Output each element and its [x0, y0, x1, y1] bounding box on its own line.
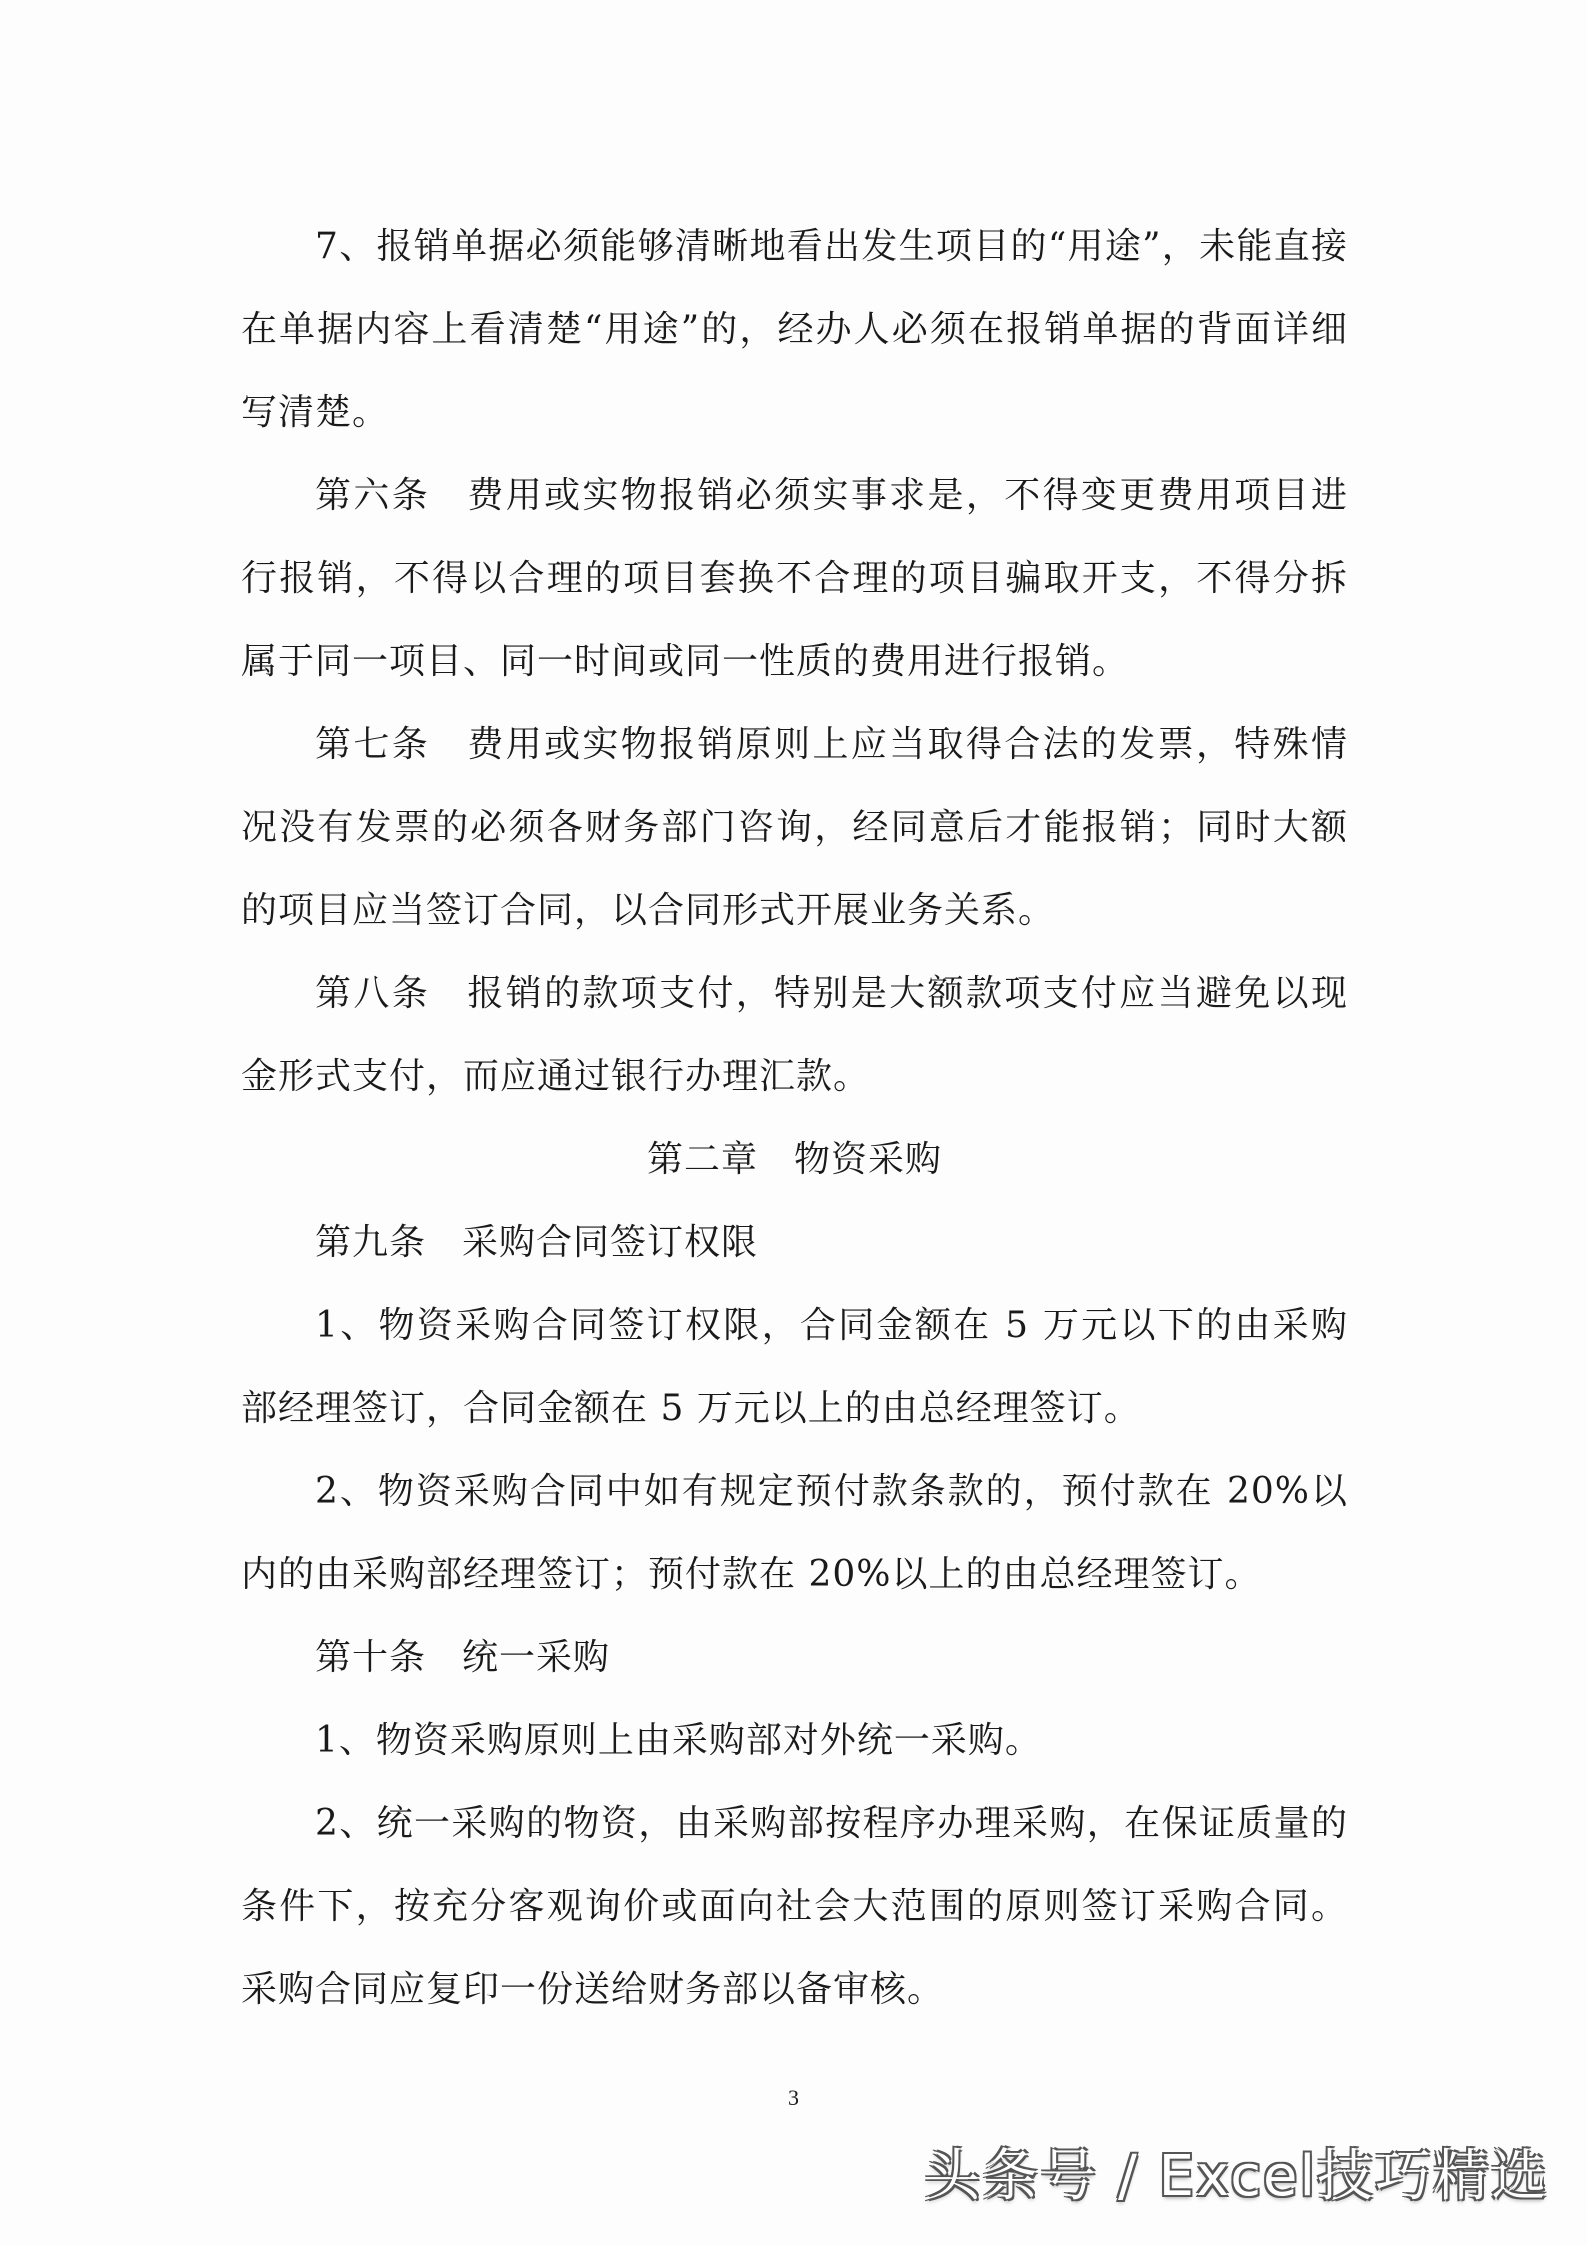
article-text: 采购合同签订权限: [462, 1222, 759, 1263]
chapter-label: 第二章: [646, 1139, 758, 1180]
paragraph-unified-purchase-1: [241, 1699, 1348, 1782]
article-label: 第八条: [315, 973, 431, 1014]
paragraph-contract-authority-2: [241, 1450, 1348, 1616]
article-8: [241, 952, 1348, 1118]
paragraph-unified-purchase-2: [241, 1782, 1348, 2031]
article-label: 第十条: [315, 1637, 427, 1678]
article-10: [241, 1616, 1348, 1699]
article-label: 第九条: [315, 1222, 427, 1263]
article-7: [241, 703, 1348, 952]
article-text: 费用或实物报销原则上应当取得合法的发票，特殊情况没有发票的必须各财务部门咨询，经同意后才能报销；同时大额的项目应当签订合同，以合同形式开展业务关系。: [241, 724, 1348, 931]
article-6: [241, 454, 1348, 703]
article-label: 第七条: [315, 724, 431, 765]
article-text: 统一采购: [462, 1637, 611, 1678]
paragraph-text: 2、统一采购的物资，由采购部按程序办理采购，在保证质量的条件下，按充分客观询价或面向社会大范围的原则签订采购合同。采购合同应复印一份送给财务部以备审核。: [241, 1803, 1348, 2010]
page-number: 3: [788, 2085, 799, 2110]
paragraph-text: 7、报销单据必须能够清晰地看出发生项目的“用途”，未能直接在单据内容上看清楚“用途”的，经办人必须在报销单据的背面详细写清楚。: [241, 226, 1348, 433]
paragraph-text: 2、物资采购合同中如有规定预付款条款的，预付款在 20%以内的由采购部经理签订；预付款在 20%以上的由总经理签订。: [241, 1471, 1348, 1595]
paragraph-contract-authority-1: [241, 1284, 1348, 1450]
paragraph-text: 1、物资采购合同签订权限，合同金额在 5 万元以下的由采购部经理签订，合同金额在 5 万元以上的由总经理签订。: [241, 1305, 1348, 1429]
paragraph-item-7-usage: [241, 205, 1348, 454]
article-text: 报销的款项支付，特别是大额款项支付应当避免以现金形式支付，而应通过银行办理汇款。: [241, 973, 1348, 1097]
article-label: 第六条: [315, 475, 431, 516]
watermark: 头条号 / Excel技巧精选: [924, 2144, 1549, 2209]
article-9: [241, 1201, 1348, 1284]
article-text: 费用或实物报销必须实事求是，不得变更费用项目进行报销，不得以合理的项目套换不合理的项目骗取开支，不得分拆属于同一项目、同一时间或同一性质的费用进行报销。: [241, 475, 1348, 682]
paragraph-text: 1、物资采购原则上由采购部对外统一采购。: [315, 1720, 1042, 1761]
chapter-heading: [241, 1118, 1348, 1201]
document-body: [241, 205, 1348, 2031]
chapter-title: 物资采购: [794, 1139, 943, 1180]
